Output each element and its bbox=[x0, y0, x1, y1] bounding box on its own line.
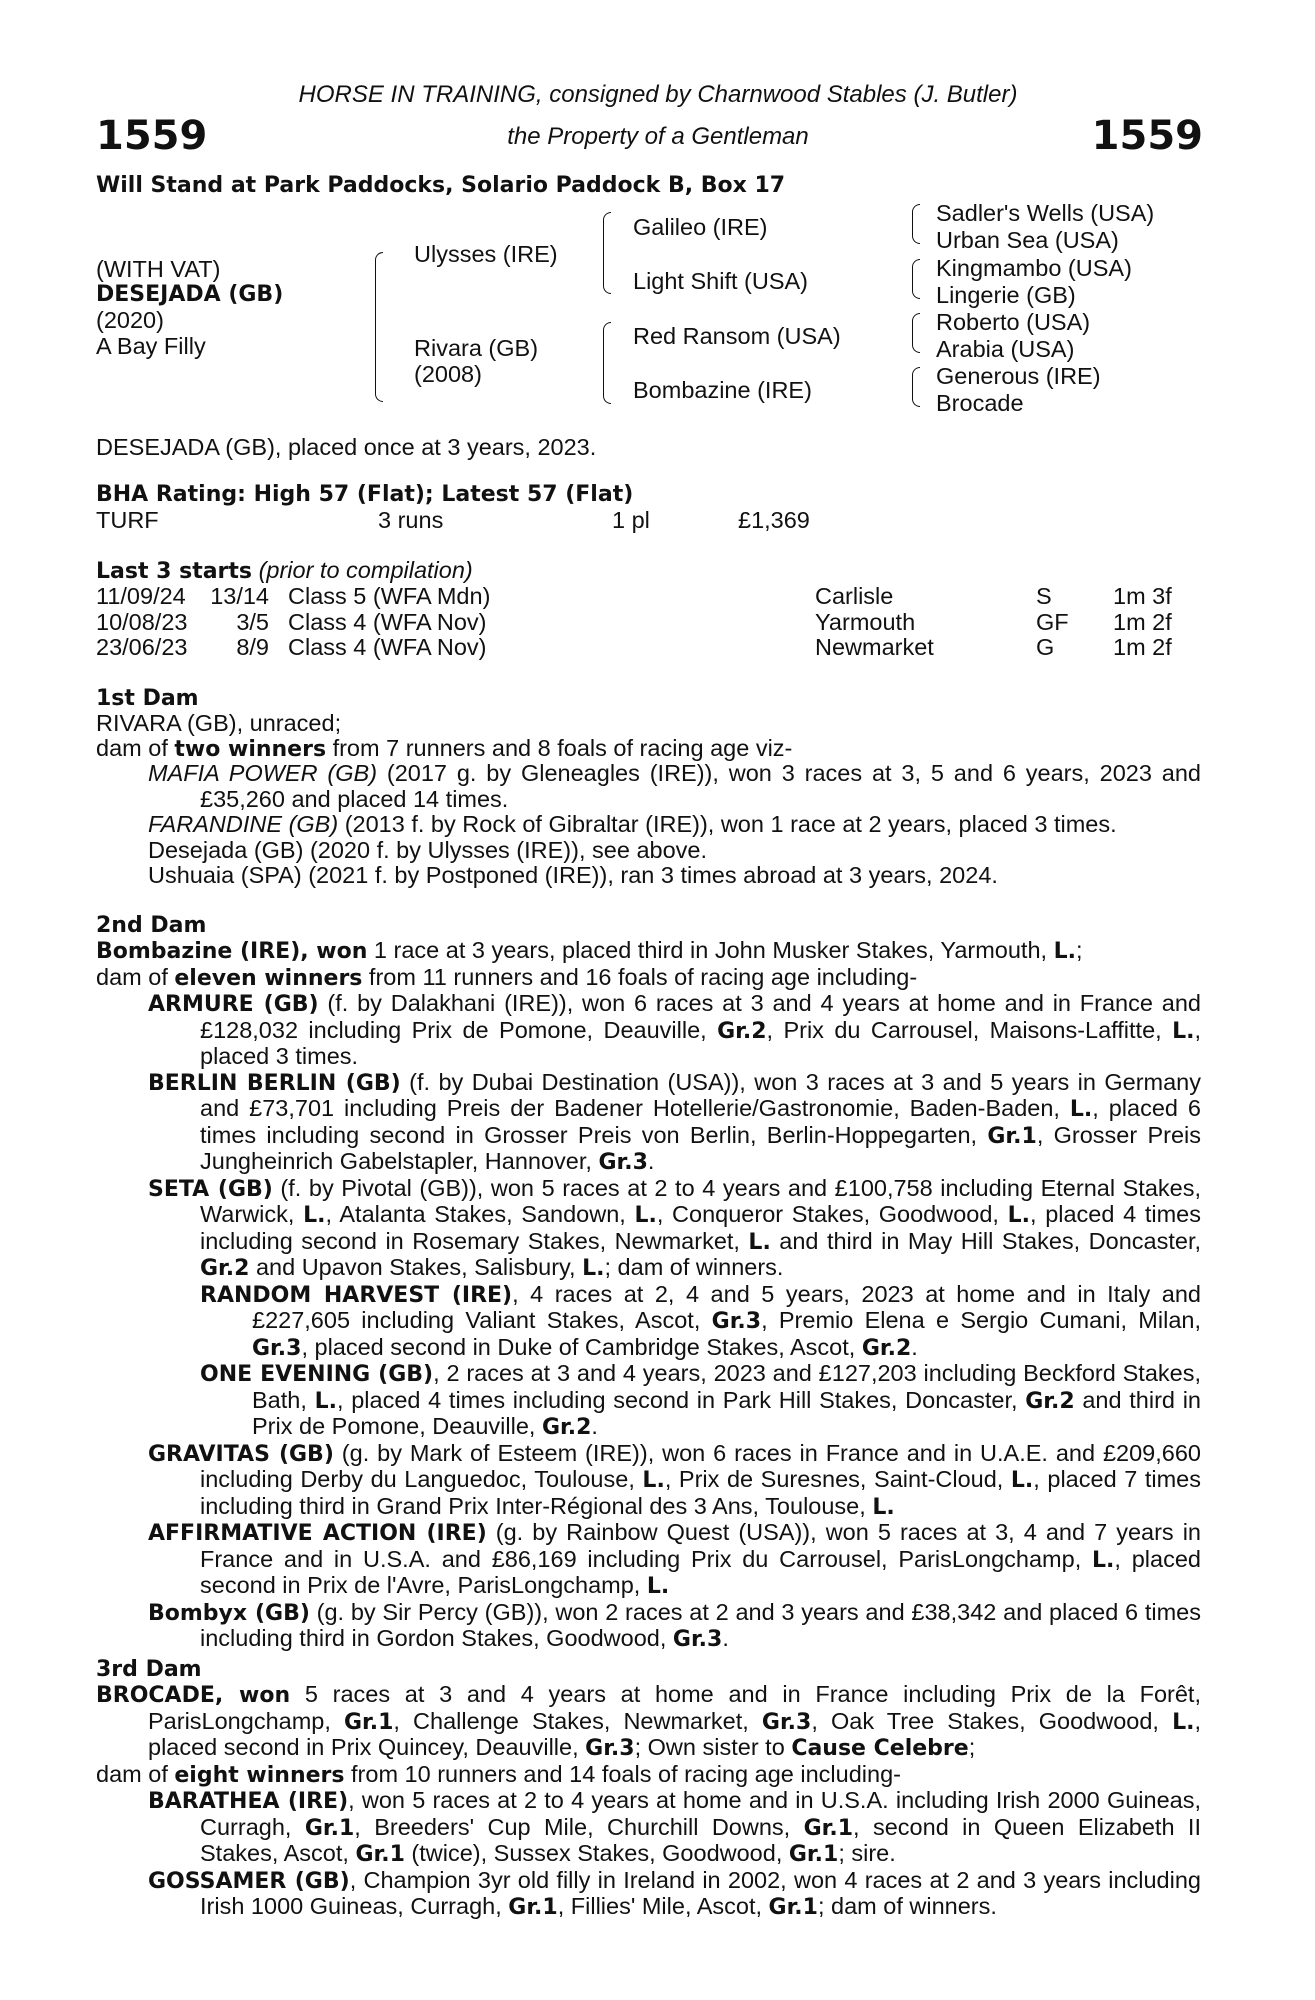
pedigree-g7: Generous (IRE) bbox=[936, 363, 1101, 389]
progeny-seta: SETA (GB) (f. by Pivotal (GB)), won 5 races at 2 to 4 years and £100,758 including Eternal Stakes, Warwick, L., Atalanta Stakes, Sandown, L., Conqueror Stakes, Goodwood, L., placed 4 times including second in Rosemary Stakes, Newmarket, L. and third in May Hill Stakes, Doncaster, Gr.2 and Upavon Stakes, Salisbury, L.; dam of winners. bbox=[148, 1174, 1202, 1281]
pedigree-sire-sire: Galileo (IRE) bbox=[633, 214, 768, 240]
first-dam-line1: RIVARA (GB), unraced; bbox=[96, 710, 342, 736]
progeny-farandine: FARANDINE (GB) (2013 f. by Rock of Gibraltar (IRE)), won 1 race at 2 years, placed 3 times. bbox=[148, 811, 1117, 837]
pedigree-g8: Brocade bbox=[936, 390, 1024, 416]
rating-placed: 1 pl bbox=[612, 507, 650, 533]
progeny-bombyx: Bombyx (GB) (g. by Sir Percy (GB)), won 2 races at 2 and 3 years and £38,342 and placed 6 times including third in Gordon Stakes, Goodwood, Gr.3. bbox=[148, 1598, 1201, 1652]
start-class: Class 4 (WFA Nov) bbox=[288, 608, 487, 635]
progeny-affirmative-action: AFFIRMATIVE ACTION (IRE) (g. by Rainbow Quest (USA)), won 5 races at 3, 4 and 7 years in France and in U.S.A. and £86,169 including Prix du Carrousel, ParisLongchamp, L., placed second in Prix de l'Avre, ParisLongchamp, L. bbox=[148, 1519, 1201, 1599]
pedigree-brace-main bbox=[375, 252, 383, 402]
pedigree-g1: Sadler's Wells (USA) bbox=[936, 200, 1155, 226]
start-pos: 3/5 bbox=[236, 608, 269, 635]
start-date: 23/06/23 bbox=[96, 634, 188, 660]
second-dam-heading: 2nd Dam bbox=[96, 913, 207, 938]
horse-summary: DESEJADA (GB), placed once at 3 years, 2023. bbox=[96, 434, 597, 460]
stand-location: Will Stand at Park Paddocks, Solario Paddock B, Box 17 bbox=[96, 173, 786, 198]
pedigree-brace-g4 bbox=[912, 367, 920, 407]
lot-number-left: 1559 bbox=[96, 113, 208, 159]
pedigree-brace-dam bbox=[603, 322, 611, 404]
pedigree-brace-g1 bbox=[912, 204, 920, 244]
third-dam-dam-of: dam of eight winners from 10 runners and 14 foals of racing age including- bbox=[96, 1760, 901, 1788]
pedigree-g4: Lingerie (GB) bbox=[936, 282, 1076, 308]
pedigree-g5: Roberto (USA) bbox=[936, 309, 1091, 335]
third-dam-body bbox=[96, 1682, 1201, 1921]
third-dam-heading: 3rd Dam bbox=[96, 1657, 202, 1682]
start-going: S bbox=[1036, 583, 1052, 609]
pedigree-brace-g2 bbox=[912, 259, 920, 299]
lot-number-right: 1559 bbox=[1091, 113, 1203, 159]
pedigree-brace-sire bbox=[603, 212, 611, 294]
horse-name: DESEJADA (GB) bbox=[96, 282, 284, 307]
pedigree-dam: Rivara (GB) bbox=[414, 335, 539, 361]
start-date: 11/09/24 bbox=[96, 583, 186, 609]
start-dist: 1m 2f bbox=[1113, 608, 1172, 635]
second-dam-dam-of: dam of eleven winners from 11 runners and 16 foals of racing age including- bbox=[96, 963, 918, 991]
bha-rating: BHA Rating: High 57 (Flat); Latest 57 (Flat) bbox=[96, 482, 634, 507]
progeny-armure: ARMURE (GB) (f. by Dalakhani (IRE)), won 6 races at 3 and 4 years at home and in France and £128,032 including Prix de Pomone, Deauville, Gr.2, Prix du Carrousel, Maisons-Laffitte, L., placed 3 times. bbox=[148, 990, 1201, 1069]
start-course: Carlisle bbox=[815, 583, 894, 609]
progeny-berlin-berlin: BERLIN BERLIN (GB) (f. by Dubai Destination (USA)), won 3 races at 3 and 5 years in Germany and £73,701 including Preis der Badener Hotellerie/Gastronomie, Baden-Baden, L., placed 6 times including second in Grosser Preis von Berlin, Berlin-Hoppegarten, Gr.1, Grosser Preis Jungheinrich Gabelstapler, Hannover, Gr.3. bbox=[148, 1068, 1202, 1175]
first-dam-progeny bbox=[96, 761, 1201, 889]
progeny-barathea: BARATHEA (IRE), won 5 races at 2 to 4 years at home and in U.S.A. including Irish 2000 Guineas, Curragh, Gr.1, Breeders' Cup Mile, Churchill Downs, Gr.1, second in Queen Elizabeth II Stakes, Ascot, Gr.1 (twice), Sussex Stakes, Goodwood, Gr.1; sire. bbox=[148, 1787, 1202, 1867]
pedigree-g2: Urban Sea (USA) bbox=[936, 227, 1119, 253]
pedigree-g6: Arabia (USA) bbox=[936, 336, 1075, 362]
start-pos: 8/9 bbox=[236, 634, 269, 660]
third-dam-record: BROCADE, won 5 races at 3 and 4 years at home and in France including Prix de la Forêt, ParisLongchamp, Gr.1, Challenge Stakes, Newmarket, Gr.3, Oak Tree Stakes, Goodwood, L., placed second in Prix Quincey, Deauville, Gr.3; Own sister to Cause Celebre; bbox=[96, 1681, 1201, 1761]
start-date: 10/08/23 bbox=[96, 608, 188, 635]
horse-year: (2020) bbox=[96, 307, 164, 333]
start-course: Newmarket bbox=[815, 634, 934, 660]
start-pos: 13/14 bbox=[210, 583, 269, 609]
progeny-gravitas: GRAVITAS (GB) (g. by Mark of Esteem (IRE)), won 6 races in France and in U.A.E. and £209,660 including Derby du Languedoc, Toulouse, L., Prix de Suresnes, Saint-Cloud, L., placed 7 times including third in Grand Prix Inter-Régional des 3 Ans, Toulouse, L. bbox=[148, 1439, 1201, 1520]
header-subtitle: the Property of a Gentleman bbox=[507, 123, 809, 150]
progeny-desejada: Desejada (GB) (2020 f. by Ulysses (IRE)), see above. bbox=[148, 836, 707, 863]
start-dist: 1m 3f bbox=[1113, 583, 1172, 609]
start-course: Yarmouth bbox=[815, 608, 916, 635]
first-dam-line2: dam of two winners from 7 runners and 8 foals of racing age viz- bbox=[96, 735, 793, 762]
progeny-ushuaia: Ushuaia (SPA) (2021 f. by Postponed (IRE)), ran 3 times abroad at 3 years, 2024. bbox=[148, 862, 998, 888]
start-dist: 1m 2f bbox=[1113, 634, 1172, 660]
start-going: G bbox=[1036, 634, 1055, 660]
pedigree-sire-dam: Light Shift (USA) bbox=[633, 268, 809, 294]
horse-description: A Bay Filly bbox=[96, 333, 206, 359]
pedigree-g3: Kingmambo (USA) bbox=[936, 255, 1132, 281]
second-dam-record: Bombazine (IRE), won 1 race at 3 years, placed third in John Musker Stakes, Yarmouth, L.; bbox=[96, 937, 1083, 964]
rating-earnings: £1,369 bbox=[738, 507, 810, 533]
rating-runs: 3 runs bbox=[378, 507, 444, 533]
start-going: GF bbox=[1036, 608, 1069, 635]
progeny-one-evening: ONE EVENING (GB), 2 races at 3 and 4 years, 2023 and £127,203 including Beckford Stakes, Bath, L., placed 4 times including second in Park Hill Stakes, Doncaster, Gr.2 and third in Prix de Pomone, Deauville, Gr.2. bbox=[200, 1360, 1201, 1440]
pedigree-dam-sire: Red Ransom (USA) bbox=[633, 323, 841, 349]
last-starts-heading: Last 3 starts (prior to compilation) bbox=[96, 557, 473, 584]
pedigree-dam-dam: Bombazine (IRE) bbox=[633, 377, 812, 403]
progeny-mafia-power: MAFIA POWER (GB) (2017 g. by Gleneagles (IRE)), won 3 races at 3, 5 and 6 years, 2023 and £35,260 and placed 14 times. bbox=[148, 760, 1201, 812]
header-title: HORSE IN TRAINING, consigned by Charnwood Stables (J. Butler) bbox=[298, 81, 1018, 108]
vat-label: (WITH VAT) bbox=[96, 256, 221, 282]
pedigree-sire: Ulysses (IRE) bbox=[414, 241, 558, 267]
first-dam-heading: 1st Dam bbox=[96, 686, 199, 711]
pedigree-dam-year: (2008) bbox=[414, 361, 482, 387]
start-class: Class 4 (WFA Nov) bbox=[288, 634, 487, 660]
second-dam-body bbox=[96, 938, 1201, 1653]
progeny-gossamer: GOSSAMER (GB), Champion 3yr old filly in Ireland in 2002, won 4 races at 2 and 3 years including Irish 1000 Guineas, Curragh, Gr.1, Fillies' Mile, Ascot, Gr.1; dam of winners. bbox=[148, 1866, 1201, 1920]
rating-surface: TURF bbox=[96, 507, 159, 533]
start-class: Class 5 (WFA Mdn) bbox=[288, 583, 491, 609]
pedigree-brace-g3 bbox=[912, 313, 920, 353]
progeny-random-harvest: RANDOM HARVEST (IRE), 4 races at 2, 4 and 5 years, 2023 at home and in Italy and £227,605 including Valiant Stakes, Ascot, Gr.3, Premio Elena e Sergio Cumani, Milan, Gr.3, placed second in Duke of Cambridge Stakes, Ascot, Gr.2. bbox=[200, 1280, 1201, 1361]
